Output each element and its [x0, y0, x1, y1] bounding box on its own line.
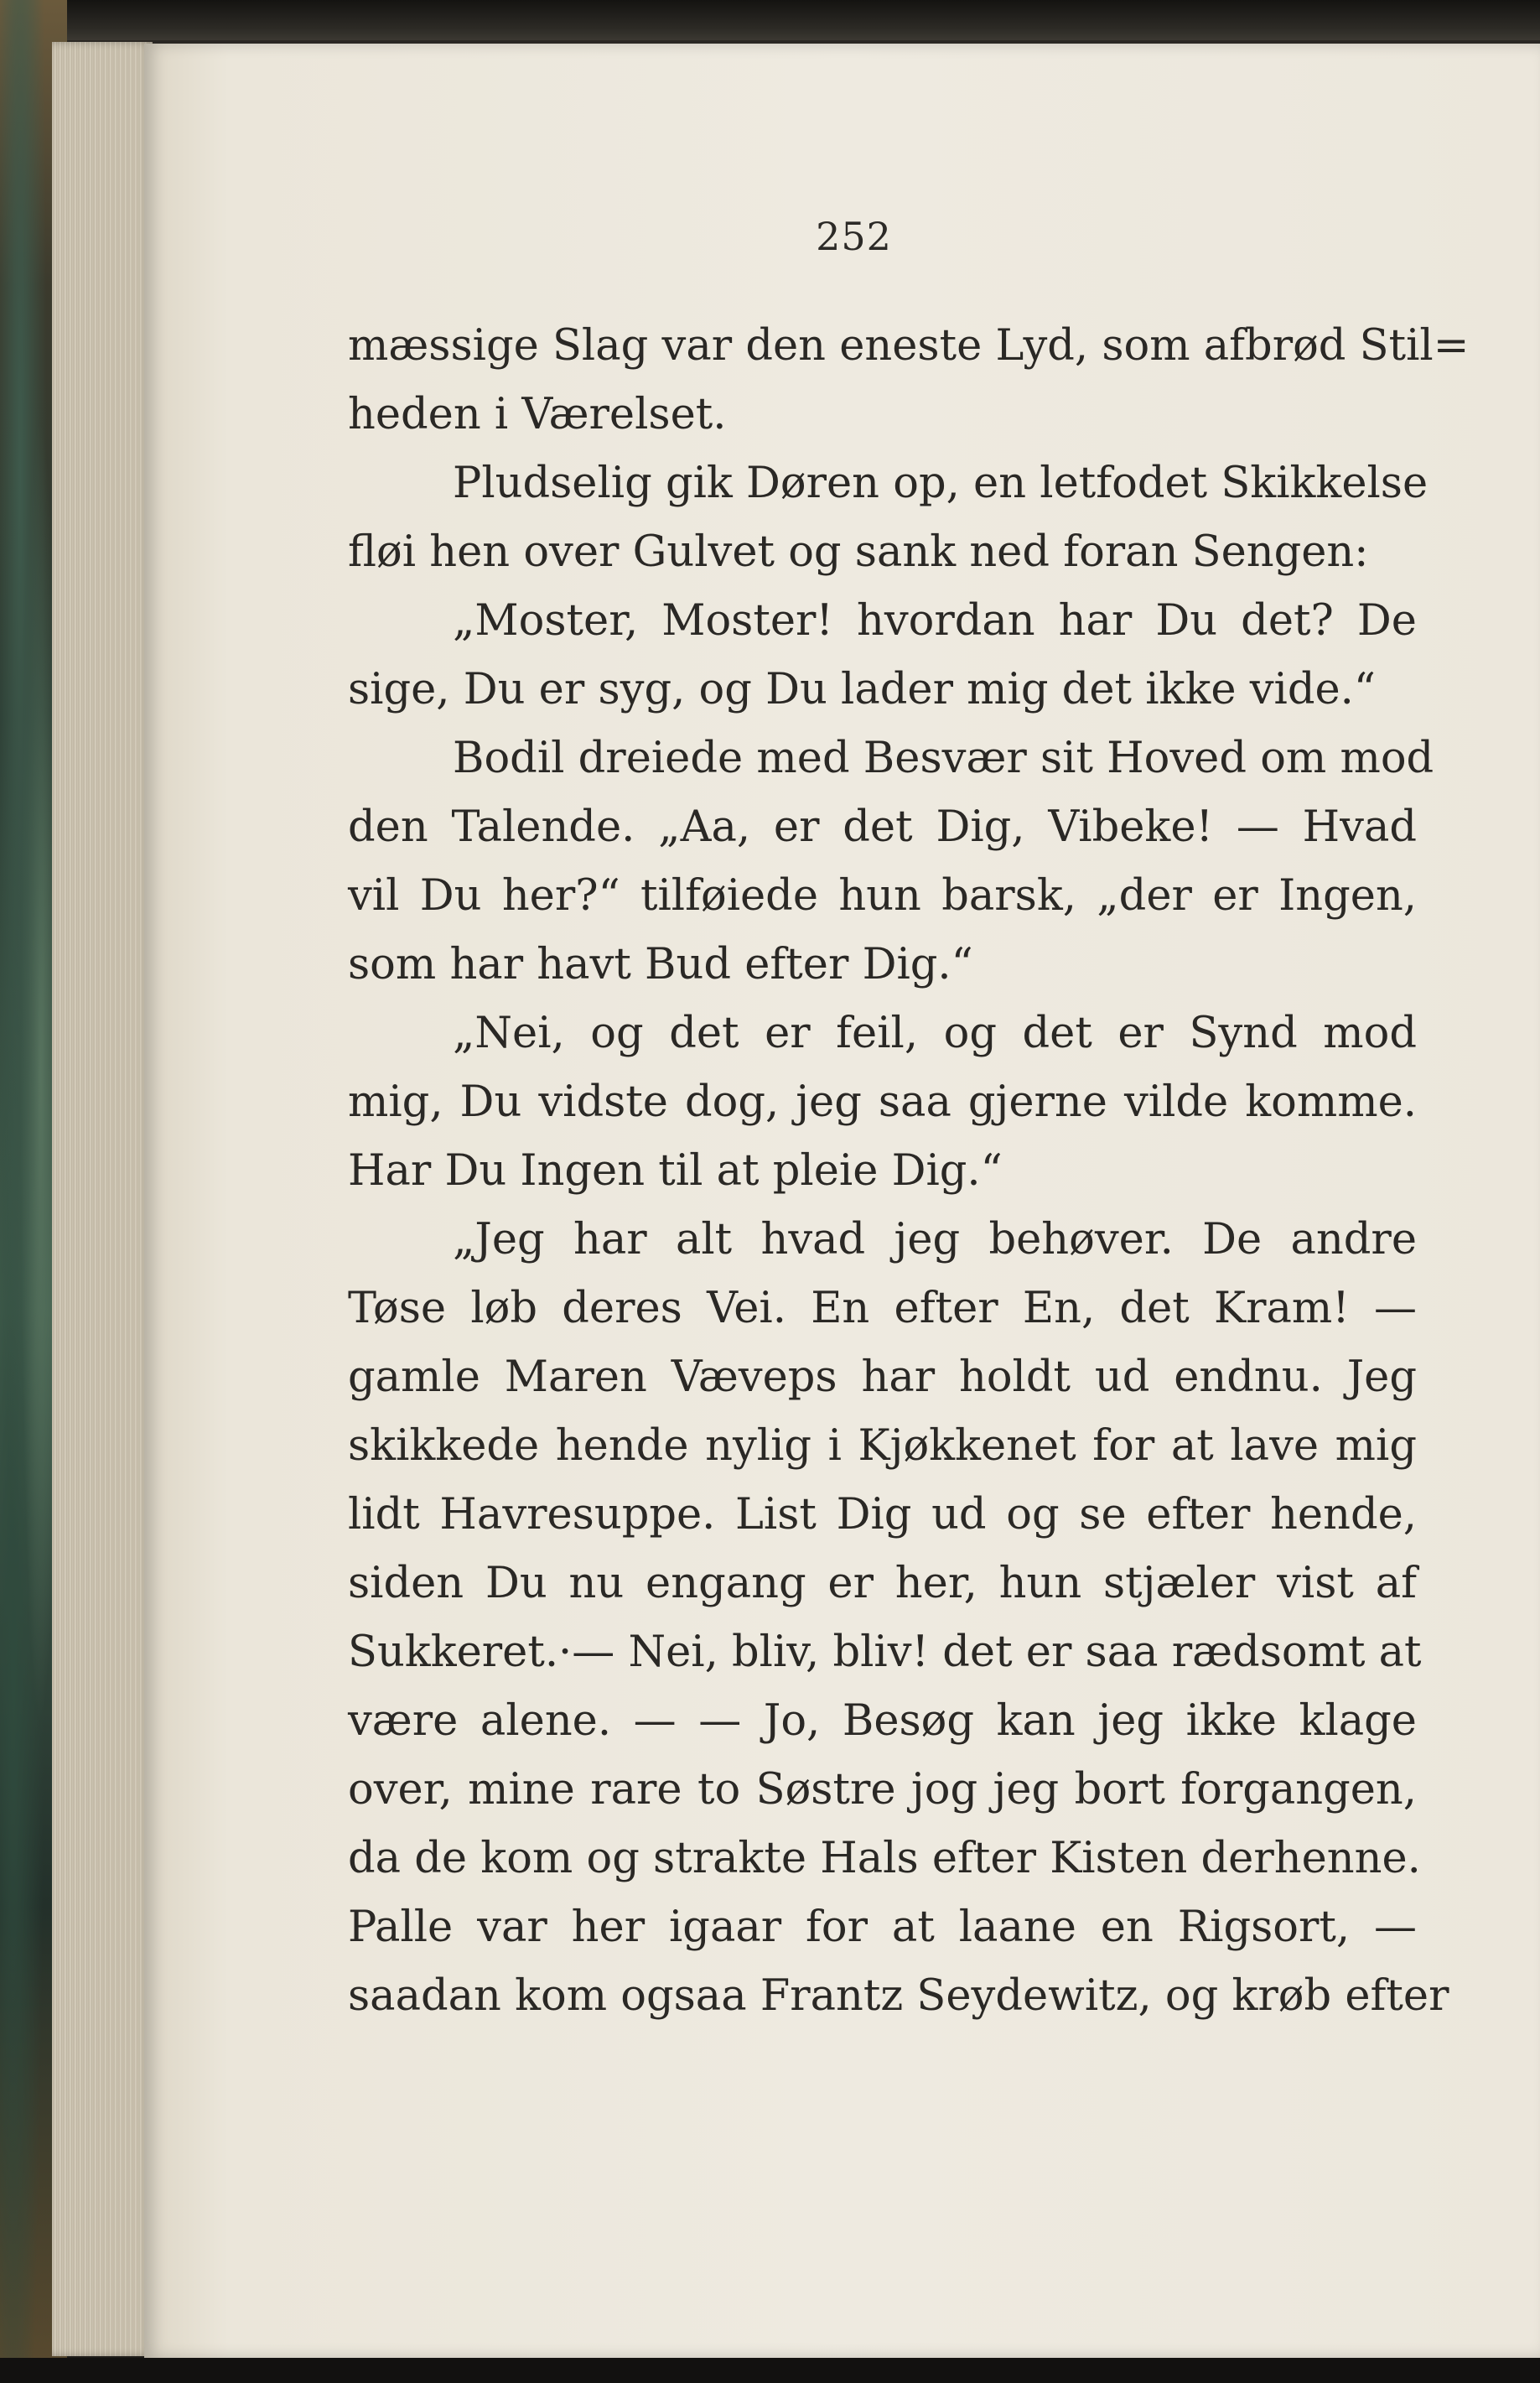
text-line: skikkede hende nylig i Kjøkkenet for at lave mig [348, 1421, 1417, 1471]
text-line: „Jeg har alt hvad jeg behøver. De andre [453, 1215, 1417, 1264]
text-line: fløi hen over Gulvet og sank ned foran Sengen: [348, 527, 1369, 577]
text-line: heden i Værelset. [348, 390, 727, 439]
text-line: over, mine rare to Søstre jog jeg bort forgangen, [348, 1765, 1417, 1815]
bottom-shadow [0, 2358, 1540, 2383]
text-line: lidt Havresuppe. List Dig ud og se efter hende, [348, 1490, 1417, 1539]
text-line: den Talende. „Aa, er det Dig, Vibeke! — Hvad [348, 802, 1417, 852]
text-line: saadan kom ogsaa Frantz Seydewitz, og krøb efter [348, 1971, 1449, 2021]
text-line: Tøse løb deres Vei. En efter En, det Kram! — [348, 1284, 1417, 1333]
text-line: Sukkeret.·— Nei, bliv, bliv! det er saa rædsomt at [348, 1628, 1422, 1677]
text-line: mig, Du vidste dog, jeg saa gjerne vilde komme. [348, 1077, 1417, 1127]
text-line: da de kom og strakte Hals efter Kisten derhenne. [348, 1834, 1421, 1883]
text-line: Palle var her igaar for at laane en Rigsort, — [348, 1903, 1417, 1952]
text-line: „Moster, Moster! hvordan har Du det? De [453, 596, 1417, 646]
text-line: sige, Du er syg, og Du lader mig det ikke vide.“ [348, 665, 1376, 714]
page-stack-edges [52, 42, 153, 2356]
text-line: „Nei, og det er feil, og det er Synd mod [453, 1009, 1417, 1058]
text-line: gamle Maren Væveрs har holdt ud endnu. Jeg [348, 1352, 1417, 1402]
text-line: siden Du nu engang er her, hun stjæler vist af [348, 1559, 1417, 1608]
text-line: være alene. — — Jo, Besøg kan jeg ikke klage [348, 1696, 1417, 1746]
top-shadow [0, 0, 1540, 40]
text-line: som har havt Bud efter Dig.“ [348, 940, 973, 989]
text-line: mæssige Slag var den eneste Lyd, som afbrød Stil= [348, 321, 1470, 371]
text-line: vil Du her?“ tilføiede hun barsk, „der er Ingen, [348, 871, 1417, 921]
text-line: Bodil dreiede med Besvær sit Hoved om mod [453, 734, 1434, 783]
text-line: Har Du Ingen til at pleie Dig.“ [348, 1146, 1003, 1196]
text-line: Pludselig gik Døren op, en letfodet Skikkelse [453, 459, 1429, 508]
body-text [348, 312, 1470, 2031]
page-number: 252 [816, 214, 892, 259]
